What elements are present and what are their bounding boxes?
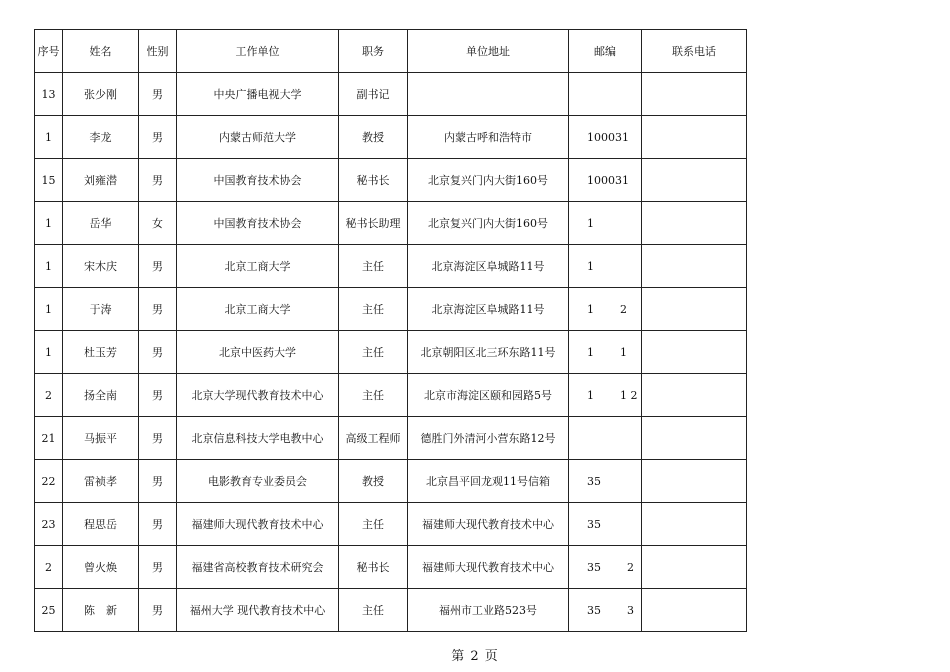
- cell-org: 中国教育技术协会: [177, 159, 339, 202]
- cell-zip: [569, 202, 642, 245]
- cell-phone: [642, 589, 747, 632]
- table-row: [35, 288, 747, 331]
- table-row: [35, 245, 747, 288]
- cell-no: 23: [35, 503, 63, 546]
- cell-title: 主任: [339, 288, 408, 331]
- cell-zip: [569, 245, 642, 288]
- cell-phone: [642, 417, 747, 460]
- cell-address: 福建师大现代教育技术中心: [408, 546, 569, 589]
- cell-no: 1: [35, 288, 63, 331]
- cell-address: 北京海淀区阜城路11号: [408, 288, 569, 331]
- cell-address: 北京市海淀区颐和园路5号: [408, 374, 569, 417]
- cell-phone: [642, 159, 747, 202]
- cell-gender: 男: [139, 288, 177, 331]
- zip-value: 35: [587, 603, 601, 617]
- cell-title: 教授: [339, 116, 408, 159]
- cell-no: 13: [35, 73, 63, 116]
- cell-title: 主任: [339, 589, 408, 632]
- header-phone: 联系电话: [642, 30, 747, 73]
- cell-gender: 男: [139, 331, 177, 374]
- cell-name: 马振平: [63, 417, 139, 460]
- cell-address: 福建师大现代教育技术中心: [408, 503, 569, 546]
- zip-value: 100031: [587, 173, 629, 187]
- cell-address: [408, 73, 569, 116]
- cell-no: 1: [35, 245, 63, 288]
- cell-no: 25: [35, 589, 63, 632]
- zip-value: 1: [587, 388, 594, 402]
- table-row: [35, 202, 747, 245]
- table-row: [35, 589, 747, 632]
- table-row: [35, 503, 747, 546]
- cell-org: 电影教育专业委员会: [177, 460, 339, 503]
- cell-gender: 男: [139, 460, 177, 503]
- cell-address: 内蒙古呼和浩特市: [408, 116, 569, 159]
- cell-zip: [569, 159, 642, 202]
- header-no: 序号: [35, 30, 63, 73]
- header-gender: 性别: [139, 30, 177, 73]
- zip-value: 35: [587, 560, 601, 574]
- zip-value: 1: [587, 345, 594, 359]
- contact-table: [34, 29, 747, 632]
- table-header-row: [35, 30, 747, 73]
- header-name: 姓名: [63, 30, 139, 73]
- cell-phone: [642, 116, 747, 159]
- cell-title: 秘书长助理: [339, 202, 408, 245]
- cell-name: 宋木庆: [63, 245, 139, 288]
- cell-no: 1: [35, 331, 63, 374]
- cell-phone: [642, 73, 747, 116]
- cell-org: 北京中医药大学: [177, 331, 339, 374]
- zip-value: 35: [587, 474, 601, 488]
- cell-name: 李龙: [63, 116, 139, 159]
- header-title: 职务: [339, 30, 408, 73]
- cell-title: 副书记: [339, 73, 408, 116]
- cell-org: 中国教育技术协会: [177, 202, 339, 245]
- cell-gender: 女: [139, 202, 177, 245]
- cell-name: 杜玉芳: [63, 331, 139, 374]
- cell-org: 北京大学现代教育技术中心: [177, 374, 339, 417]
- cell-name: 程思岳: [63, 503, 139, 546]
- zip-value: 100031: [587, 130, 629, 144]
- table-row: [35, 331, 747, 374]
- cell-gender: 男: [139, 73, 177, 116]
- cell-org: 福建师大现代教育技术中心: [177, 503, 339, 546]
- table-row: [35, 116, 747, 159]
- cell-zip: [569, 331, 642, 374]
- cell-name: 张少刚: [63, 73, 139, 116]
- cell-address: 德胜门外清河小营东路12号: [408, 417, 569, 460]
- cell-no: 2: [35, 374, 63, 417]
- table-row: [35, 73, 747, 116]
- cell-name: 岳华: [63, 202, 139, 245]
- cell-address: 北京复兴门内大街160号: [408, 159, 569, 202]
- cell-zip: [569, 503, 642, 546]
- header-zip: 邮编: [569, 30, 642, 73]
- cell-org: 北京信息科技大学电教中心: [177, 417, 339, 460]
- cell-zip: [569, 417, 642, 460]
- cell-gender: 男: [139, 503, 177, 546]
- table-row: [35, 374, 747, 417]
- zip-extra-digits: 1 2: [620, 388, 638, 402]
- cell-phone: [642, 202, 747, 245]
- zip-value: 35: [587, 517, 601, 531]
- cell-gender: 男: [139, 417, 177, 460]
- cell-no: 15: [35, 159, 63, 202]
- cell-no: 22: [35, 460, 63, 503]
- zip-extra-digits: 2: [620, 302, 627, 316]
- cell-no: 2: [35, 546, 63, 589]
- cell-address: 北京朝阳区北三环东路11号: [408, 331, 569, 374]
- cell-gender: 男: [139, 546, 177, 589]
- cell-name: 刘雍潜: [63, 159, 139, 202]
- zip-extra-digits: 3: [627, 603, 634, 617]
- cell-gender: 男: [139, 589, 177, 632]
- zip-value: 1: [587, 302, 594, 316]
- cell-zip: [569, 116, 642, 159]
- table-row: [35, 546, 747, 589]
- cell-title: 主任: [339, 503, 408, 546]
- zip-extra-digits: 1: [620, 345, 627, 359]
- cell-gender: 男: [139, 116, 177, 159]
- zip-value: 1: [587, 216, 594, 230]
- cell-name: 于涛: [63, 288, 139, 331]
- cell-org: 福建省高校教育技术研究会: [177, 546, 339, 589]
- cell-gender: 男: [139, 374, 177, 417]
- cell-name: 扬全南: [63, 374, 139, 417]
- cell-title: 主任: [339, 374, 408, 417]
- cell-phone: [642, 460, 747, 503]
- cell-org: 北京工商大学: [177, 245, 339, 288]
- cell-phone: [642, 546, 747, 589]
- table-row: [35, 159, 747, 202]
- cell-gender: 男: [139, 159, 177, 202]
- cell-phone: [642, 374, 747, 417]
- cell-zip: [569, 288, 642, 331]
- cell-org: 中央广播电视大学: [177, 73, 339, 116]
- cell-title: 教授: [339, 460, 408, 503]
- cell-title: 主任: [339, 331, 408, 374]
- cell-address: 北京昌平回龙观11号信箱: [408, 460, 569, 503]
- cell-address: 福州市工业路523号: [408, 589, 569, 632]
- cell-title: 秘书长: [339, 546, 408, 589]
- zip-extra-digits: 2: [627, 560, 634, 574]
- cell-phone: [642, 288, 747, 331]
- cell-title: 主任: [339, 245, 408, 288]
- cell-org: 北京工商大学: [177, 288, 339, 331]
- header-org: 工作单位: [177, 30, 339, 73]
- cell-name: 雷祯孝: [63, 460, 139, 503]
- cell-address: 北京复兴门内大街160号: [408, 202, 569, 245]
- cell-name: 陈 新: [63, 589, 139, 632]
- header-address: 单位地址: [408, 30, 569, 73]
- cell-gender: 男: [139, 245, 177, 288]
- cell-phone: [642, 503, 747, 546]
- cell-no: 1: [35, 202, 63, 245]
- cell-zip: [569, 546, 642, 589]
- cell-no: 1: [35, 116, 63, 159]
- cell-org: 福州大学 现代教育技术中心: [177, 589, 339, 632]
- page-number: 第 2 页: [451, 649, 499, 664]
- cell-phone: [642, 245, 747, 288]
- table-row: [35, 460, 747, 503]
- cell-org: 内蒙古师范大学: [177, 116, 339, 159]
- cell-zip: [569, 460, 642, 503]
- cell-phone: [642, 331, 747, 374]
- cell-zip: [569, 73, 642, 116]
- cell-address: 北京海淀区阜城路11号: [408, 245, 569, 288]
- cell-zip: [569, 589, 642, 632]
- cell-zip: [569, 374, 642, 417]
- table-row: [35, 417, 747, 460]
- cell-name: 曾火焕: [63, 546, 139, 589]
- zip-value: 1: [587, 259, 594, 273]
- cell-title: 秘书长: [339, 159, 408, 202]
- cell-title: 高级工程师: [339, 417, 408, 460]
- cell-no: 21: [35, 417, 63, 460]
